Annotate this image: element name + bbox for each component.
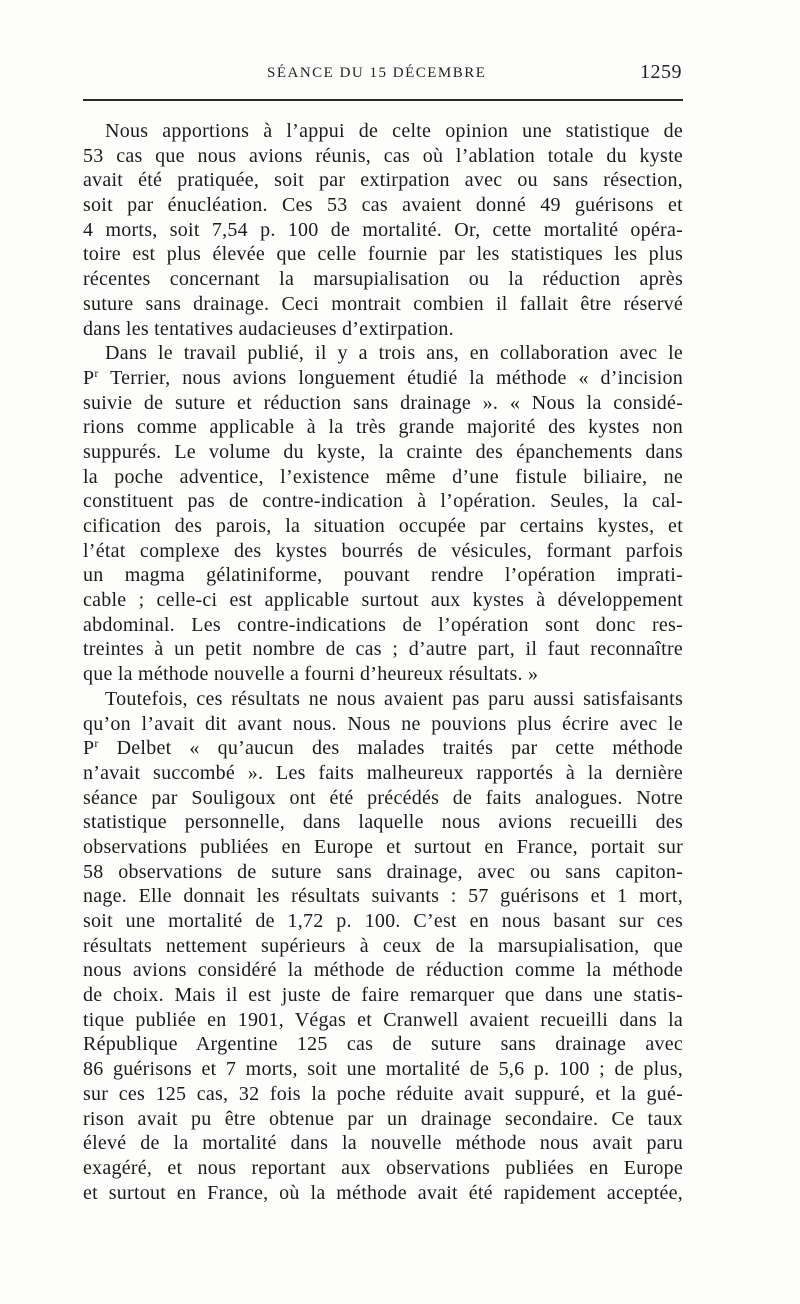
text-line: et surtout en France, où la méthode avait été rapidement acceptée, — [83, 1181, 683, 1204]
text-line: Dans le travail publié, il y a trois ans, en collaboration avec le — [105, 342, 683, 365]
text-line: nous avions considéré la méthode de réduction comme la méthode — [83, 959, 683, 982]
text-line: avait été pratiquée, soit par extirpation avec ou sans résection, — [83, 169, 683, 192]
line-segment: P — [83, 366, 95, 389]
text-line: cable ; celle-ci est applicable surtout aux kystes à développement — [83, 589, 683, 612]
text-line: sur ces 125 cas, 32 fois la poche réduite avait suppuré, et la gué- — [83, 1082, 683, 1105]
text-line: statistique personnelle, dans laquelle nous avions recueilli des — [83, 811, 683, 834]
text-line: n’avait succombé ». Les faits malheureux rapportés à la dernière — [83, 761, 683, 784]
text-line: 4 morts, soit 7,54 p. 100 de mortalité. Or, cette mortalité opéra- — [83, 218, 683, 241]
text-line: suppurés. Le volume du kyste, la crainte des épanchements dans — [83, 440, 683, 463]
text-line: l’état complexe des kystes bourrés de vésicules, formant parfois — [83, 539, 683, 562]
text-line: suivie de suture et réduction sans drainage ». « Nous la considé- — [83, 391, 683, 414]
superscript: r — [94, 736, 99, 751]
text-line: soit par énucléation. Ces 53 cas avaient donné 49 guérisons et — [83, 194, 683, 217]
text-line: résultats nettement supérieurs à ceux de la marsupialisation, que — [83, 934, 683, 957]
text-line: séance par Souligoux ont été précédés de faits analogues. Notre — [83, 786, 683, 809]
line-segment: Delbet « qu’aucun des malades traités par cette méthode — [98, 737, 683, 760]
text-line: qu’on l’avait dit avant nous. Nous ne pouvions plus écrire avec le — [83, 712, 683, 735]
text-line: de choix. Mais il est juste de faire remarquer que dans une statis- — [83, 984, 683, 1007]
page-number: 1259 — [640, 61, 682, 83]
text-line — [83, 736, 683, 761]
text-line: récentes concernant la marsupialisation ou la réduction après — [83, 268, 683, 291]
text-line: rison avait pu être obtenue par un drainage secondaire. Ce taux — [83, 1107, 683, 1130]
text-line: République Argentine 125 cas de suture sans drainage avec — [83, 1033, 683, 1056]
text-line: tique publiée en 1901, Végas et Cranwell avaient recueilli dans la — [83, 1008, 683, 1031]
text-line: abdominal. Les contre-indications de l’opération sont donc res- — [83, 613, 683, 636]
text-line: 86 guérisons et 7 morts, soit une mortalité de 5,6 p. 100 ; de plus, — [83, 1058, 683, 1081]
text-line: observations publiées en Europe et surtout en France, portait sur — [83, 835, 683, 858]
superscript: r — [94, 365, 99, 380]
text-line: treintes à un petit nombre de cas ; d’autre part, il faut reconnaître — [83, 638, 683, 661]
text-line: soit une mortalité de 1,72 p. 100. C’est en nous basant sur ces — [83, 910, 683, 932]
paragraph — [83, 119, 683, 341]
text-line: toire est plus élevée que celle fournie par les statistiques les plus — [83, 243, 683, 266]
text-line: dans les tentatives audacieuses d’extirpation. — [83, 317, 454, 340]
paragraph — [83, 687, 683, 1205]
text-line: la poche adventice, l’existence même d’une fistule biliaire, ne — [83, 465, 683, 488]
text-line: rions comme applicable à la très grande majorité des kystes non — [83, 416, 683, 439]
text-line: que la méthode nouvelle a fourni d’heureux résultats. » — [83, 663, 539, 686]
text-line: cification des parois, la situation occupée par certains kystes, et — [83, 515, 683, 537]
running-title: SÉANCE DU 15 DÉCEMBRE — [267, 65, 487, 81]
line-segment: P — [83, 737, 95, 760]
text-line: 58 observations de suture sans drainage, avec ou sans capiton- — [83, 860, 683, 883]
text-line: un magma gélatiniforme, pouvant rendre l’opération imprati- — [83, 564, 683, 587]
text-line: constituent pas de contre-indication à l’opération. Seules, la cal- — [83, 490, 683, 513]
text-line: élevé de la mortalité dans la nouvelle méthode nous avait paru — [83, 1132, 683, 1155]
text-line: 53 cas que nous avions réunis, cas où l’ablation totale du kyste — [83, 144, 683, 167]
text-line: suture sans drainage. Ceci montrait combien il fallait être réservé — [83, 292, 683, 315]
body-text — [83, 119, 683, 1205]
text-line: exagéré, et nous reportant aux observations publiées en Europe — [83, 1156, 683, 1179]
line-segment: Terrier, nous avions longuement étudié la méthode « d’incision — [98, 366, 683, 389]
paragraph — [83, 341, 683, 687]
text-line — [83, 366, 683, 391]
header-rule — [83, 99, 683, 101]
text-line: Nous apportions à l’appui de celte opinion une statistique de — [105, 120, 683, 142]
text-line: Toutefois, ces résultats ne nous avaient pas paru aussi satisfaisants — [105, 687, 683, 710]
text-line: nage. Elle donnait les résultats suivants : 57 guérisons et 1 mort, — [83, 885, 683, 908]
